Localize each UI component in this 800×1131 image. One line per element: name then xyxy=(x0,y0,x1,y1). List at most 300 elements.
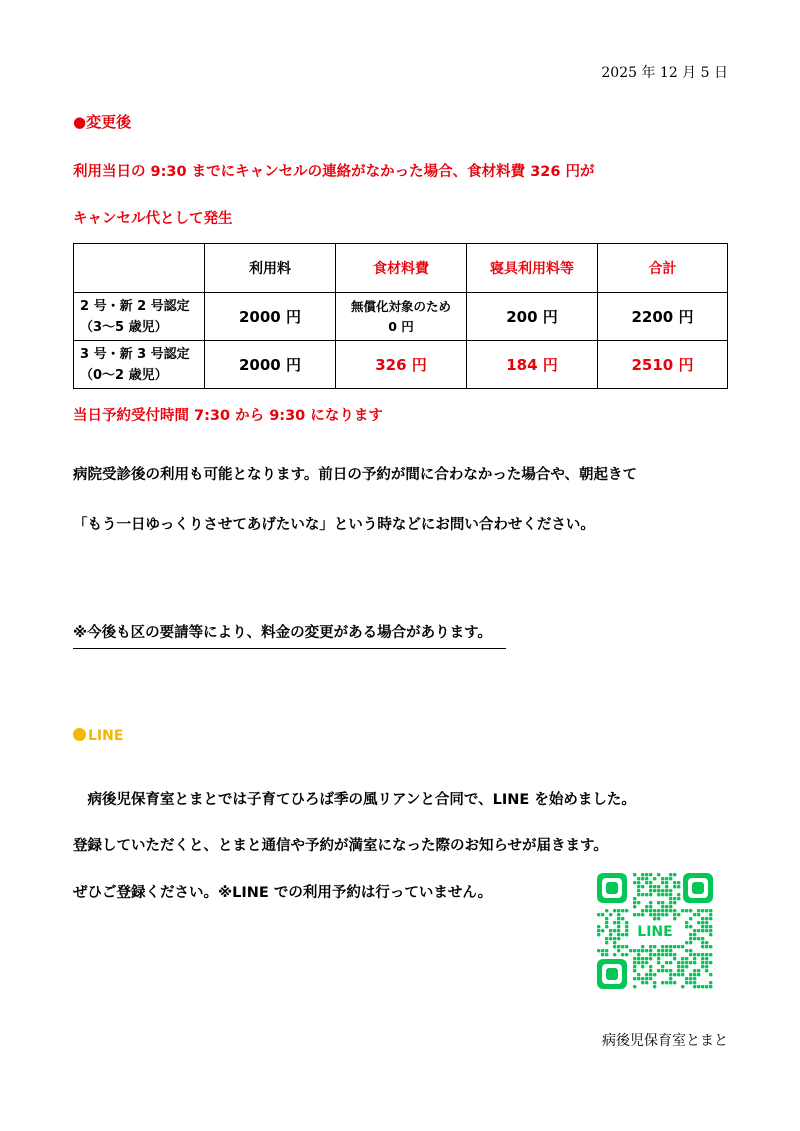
qr-module xyxy=(677,945,680,948)
qr-module xyxy=(665,885,668,888)
qr-module xyxy=(645,893,648,896)
qr-module xyxy=(649,893,652,896)
qr-module xyxy=(669,877,672,880)
qr-module xyxy=(637,881,640,884)
qr-module xyxy=(685,965,688,968)
qr-module xyxy=(689,917,692,920)
qr-module xyxy=(605,921,608,924)
qr-module xyxy=(617,913,620,916)
qr-module xyxy=(665,877,668,880)
qr-module xyxy=(653,985,656,988)
qr-module xyxy=(661,945,664,948)
qr-module xyxy=(633,873,636,876)
qr-module xyxy=(641,885,644,888)
qr-module xyxy=(633,901,636,904)
qr-module xyxy=(689,925,692,928)
qr-module xyxy=(689,953,692,956)
qr-module xyxy=(673,901,676,904)
price-change-note: ※今後も区の要請等により、料金の変更がある場合があります。 xyxy=(73,621,506,649)
qr-module xyxy=(685,981,688,984)
qr-module xyxy=(605,949,608,952)
qr-module xyxy=(597,933,600,936)
qr-module xyxy=(697,969,700,972)
header-cell-total: 合計 xyxy=(598,244,728,293)
qr-module xyxy=(645,977,648,980)
line-heading xyxy=(73,728,123,744)
qr-module xyxy=(605,909,608,912)
qr-module xyxy=(681,961,684,964)
footer-organization: 病後児保育室とまと xyxy=(602,1033,728,1049)
qr-module xyxy=(653,917,656,920)
qr-module xyxy=(673,881,676,884)
qr-module xyxy=(641,945,644,948)
qr-module xyxy=(621,953,624,956)
qr-module xyxy=(697,985,700,988)
qr-module xyxy=(633,969,636,972)
qr-module xyxy=(673,909,676,912)
qr-module xyxy=(681,965,684,968)
qr-module xyxy=(709,985,712,988)
header-cell-usage-fee: 利用料 xyxy=(205,244,336,293)
qr-module xyxy=(701,985,704,988)
reception-hours: 当日予約受付時間 7:30 から 9:30 になります xyxy=(73,408,383,424)
qr-module xyxy=(617,949,620,952)
qr-module xyxy=(693,933,696,936)
qr-module xyxy=(625,909,628,912)
qr-module xyxy=(645,957,648,960)
qr-module xyxy=(625,925,628,928)
hospital-note-line2: 「もう一日ゆっくりさせてあげたいな」という時などにお問い合わせください。 xyxy=(73,517,595,533)
qr-module xyxy=(705,921,708,924)
qr-module xyxy=(641,957,644,960)
qr-module xyxy=(685,909,688,912)
qr-module xyxy=(669,977,672,980)
change-heading xyxy=(73,111,131,132)
qr-module xyxy=(605,941,608,944)
qr-module xyxy=(673,913,676,916)
qr-module xyxy=(649,953,652,956)
qr-module xyxy=(661,901,664,904)
total-cell: 2200 円 xyxy=(598,293,728,341)
qr-module xyxy=(701,921,704,924)
qr-module xyxy=(609,929,612,932)
qr-module xyxy=(709,981,712,984)
bedding-fee-cell: 184 円 xyxy=(467,341,598,389)
qr-module xyxy=(677,969,680,972)
qr-module xyxy=(633,913,636,916)
qr-module xyxy=(653,953,656,956)
qr-module xyxy=(645,905,648,908)
qr-module xyxy=(669,981,672,984)
qr-module xyxy=(661,969,664,972)
qr-module xyxy=(621,917,624,920)
fee-table-header-row xyxy=(74,244,728,293)
qr-module xyxy=(665,909,668,912)
qr-module xyxy=(669,893,672,896)
qr-module xyxy=(657,957,660,960)
qr-module xyxy=(705,953,708,956)
total-cell: 2510 円 xyxy=(598,341,728,389)
cancellation-notice-line1: 利用当日の 9:30 までにキャンセルの連絡がなかった場合、食材料費 326 円が xyxy=(73,164,595,180)
qr-module xyxy=(665,893,668,896)
qr-module xyxy=(661,965,664,968)
qr-module xyxy=(697,929,700,932)
qr-module xyxy=(673,897,676,900)
qr-module xyxy=(637,973,640,976)
qr-module xyxy=(633,897,636,900)
qr-module xyxy=(697,953,700,956)
qr-module xyxy=(641,977,644,980)
qr-module xyxy=(617,909,620,912)
qr-module xyxy=(649,901,652,904)
line-paragraph-3: ぜひご登録ください。※LINE での利用予約は行っていません。 xyxy=(73,885,493,901)
food-fee-value: 0 円 xyxy=(388,318,414,334)
qr-module xyxy=(653,909,656,912)
qr-module xyxy=(617,945,620,948)
qr-module xyxy=(597,925,600,928)
cancellation-notice-line2: キャンセル代として発生 xyxy=(73,211,233,227)
red-bullet-icon: ● xyxy=(73,113,87,131)
qr-module xyxy=(677,885,680,888)
qr-module xyxy=(701,957,704,960)
food-fee-cell: 326 円 xyxy=(336,341,467,389)
qr-module xyxy=(649,909,652,912)
qr-module xyxy=(637,913,640,916)
qr-module xyxy=(705,945,708,948)
qr-module xyxy=(701,937,704,940)
qr-module xyxy=(605,937,608,940)
qr-module xyxy=(629,949,632,952)
qr-module xyxy=(641,909,644,912)
qr-module xyxy=(705,925,708,928)
qr-module xyxy=(705,909,708,912)
qr-module xyxy=(621,909,624,912)
qr-module xyxy=(645,877,648,880)
qr-module xyxy=(709,929,712,932)
qr-module xyxy=(625,929,628,932)
qr-module xyxy=(649,969,652,972)
qr-module xyxy=(661,877,664,880)
qr-module xyxy=(617,933,620,936)
qr-module xyxy=(657,949,660,952)
qr-module xyxy=(653,981,656,984)
qr-module xyxy=(645,873,648,876)
qr-module xyxy=(621,933,624,936)
qr-module xyxy=(661,953,664,956)
qr-module xyxy=(649,949,652,952)
qr-module xyxy=(665,981,668,984)
qr-module xyxy=(705,941,708,944)
qr-module xyxy=(673,953,676,956)
qr-module xyxy=(661,949,664,952)
qr-module xyxy=(677,961,680,964)
qr-module xyxy=(657,961,660,964)
qr-module xyxy=(649,881,652,884)
qr-module xyxy=(641,893,644,896)
qr-module xyxy=(693,969,696,972)
qr-module xyxy=(653,945,656,948)
qr-module xyxy=(661,909,664,912)
qr-module xyxy=(681,973,684,976)
qr-module xyxy=(681,985,684,988)
qr-module xyxy=(665,949,668,952)
qr-module xyxy=(685,941,688,944)
qr-module xyxy=(665,881,668,884)
qr-module xyxy=(677,973,680,976)
qr-module xyxy=(625,921,628,924)
qr-module xyxy=(637,957,640,960)
qr-module xyxy=(657,969,660,972)
qr-module xyxy=(689,937,692,940)
qr-module xyxy=(649,873,652,876)
qr-module xyxy=(697,921,700,924)
qr-module xyxy=(633,977,636,980)
qr-module xyxy=(669,969,672,972)
qr-module xyxy=(633,881,636,884)
qr-module xyxy=(705,965,708,968)
qr-module xyxy=(701,965,704,968)
qr-module xyxy=(693,985,696,988)
qr-module xyxy=(701,945,704,948)
qr-module xyxy=(637,977,640,980)
category-cell xyxy=(74,341,205,389)
header-cell-bedding-fee: 寝具利用料等 xyxy=(467,244,598,293)
qr-module xyxy=(633,961,636,964)
qr-module xyxy=(637,889,640,892)
category-age: （0～2 歳児） xyxy=(80,367,168,383)
header-cell-food-fee: 食材料費 xyxy=(336,244,467,293)
qr-module xyxy=(709,953,712,956)
qr-module xyxy=(689,933,692,936)
qr-module xyxy=(657,873,660,876)
qr-module xyxy=(633,965,636,968)
qr-module xyxy=(677,913,680,916)
qr-module xyxy=(613,909,616,912)
qr-module xyxy=(685,961,688,964)
line-paragraph-2: 登録していただくと、とまと通信や予約が満室になった際のお知らせが届きます。 xyxy=(73,838,608,854)
qr-module xyxy=(613,929,616,932)
qr-module xyxy=(669,889,672,892)
qr-module xyxy=(641,981,644,984)
qr-module xyxy=(705,985,708,988)
usage-fee-cell: 2000 円 xyxy=(205,293,336,341)
qr-module xyxy=(657,913,660,916)
qr-module xyxy=(661,881,664,884)
qr-module xyxy=(705,957,708,960)
qr-module xyxy=(649,905,652,908)
qr-module xyxy=(701,953,704,956)
qr-module xyxy=(673,981,676,984)
qr-module xyxy=(637,953,640,956)
qr-module xyxy=(693,973,696,976)
qr-module xyxy=(653,973,656,976)
line-heading-text: LINE xyxy=(88,728,124,744)
qr-module xyxy=(601,953,604,956)
header-cell-empty xyxy=(74,244,205,293)
qr-module xyxy=(689,949,692,952)
qr-module xyxy=(661,913,664,916)
qr-module xyxy=(625,933,628,936)
qr-module xyxy=(645,909,648,912)
hospital-note-line1: 病院受診後の利用も可能となります。前日の予約が間に合わなかった場合や、朝起きて xyxy=(73,467,638,483)
qr-module xyxy=(609,913,612,916)
qr-module xyxy=(697,973,700,976)
qr-module xyxy=(613,937,616,940)
qr-module xyxy=(657,889,660,892)
qr-module xyxy=(669,949,672,952)
qr-module xyxy=(641,873,644,876)
qr-module xyxy=(645,973,648,976)
qr-module xyxy=(633,985,636,988)
document-date: 2025 年 12 月 5 日 xyxy=(601,65,728,81)
qr-module xyxy=(701,961,704,964)
qr-module xyxy=(653,889,656,892)
qr-module xyxy=(689,961,692,964)
category-age: （3～5 歳児） xyxy=(80,319,168,335)
qr-module xyxy=(605,925,608,928)
qr-module xyxy=(597,913,600,916)
qr-module xyxy=(673,885,676,888)
qr-module xyxy=(697,937,700,940)
qr-module xyxy=(633,957,636,960)
qr-module xyxy=(641,965,644,968)
qr-module xyxy=(693,953,696,956)
qr-module xyxy=(649,973,652,976)
qr-module xyxy=(669,973,672,976)
qr-module xyxy=(597,949,600,952)
qr-module xyxy=(693,977,696,980)
qr-module xyxy=(673,945,676,948)
qr-module xyxy=(701,917,704,920)
qr-module xyxy=(637,885,640,888)
qr-module xyxy=(625,945,628,948)
qr-module xyxy=(697,913,700,916)
qr-module xyxy=(689,981,692,984)
qr-module xyxy=(613,921,616,924)
qr-module xyxy=(641,877,644,880)
qr-module xyxy=(649,885,652,888)
qr-module xyxy=(701,909,704,912)
qr-module xyxy=(673,917,676,920)
qr-module xyxy=(681,945,684,948)
qr-module xyxy=(649,977,652,980)
qr-logo-text: LINE xyxy=(637,924,673,940)
qr-module xyxy=(709,925,712,928)
qr-module xyxy=(597,929,600,932)
qr-module xyxy=(669,945,672,948)
usage-fee-cell: 2000 円 xyxy=(205,341,336,389)
fee-table xyxy=(73,243,728,389)
qr-module xyxy=(653,913,656,916)
qr-module xyxy=(649,957,652,960)
qr-module xyxy=(677,893,680,896)
qr-module xyxy=(705,961,708,964)
qr-module xyxy=(633,949,636,952)
qr-module xyxy=(657,893,660,896)
qr-module xyxy=(709,961,712,964)
qr-module xyxy=(709,945,712,948)
qr-module xyxy=(621,945,624,948)
qr-module xyxy=(657,953,660,956)
qr-module xyxy=(677,897,680,900)
qr-module xyxy=(617,917,620,920)
qr-module xyxy=(649,965,652,968)
qr-module xyxy=(645,881,648,884)
qr-module xyxy=(625,953,628,956)
qr-module xyxy=(693,913,696,916)
qr-module xyxy=(665,913,668,916)
line-qr-code-icon[interactable] xyxy=(597,873,713,989)
qr-module xyxy=(693,957,696,960)
qr-module xyxy=(673,957,676,960)
qr-module xyxy=(693,937,696,940)
qr-module xyxy=(613,953,616,956)
qr-module xyxy=(665,905,668,908)
qr-module xyxy=(669,897,672,900)
qr-module xyxy=(649,945,652,948)
qr-module xyxy=(661,893,664,896)
qr-module xyxy=(701,929,704,932)
qr-module xyxy=(617,937,620,940)
qr-module xyxy=(709,973,712,976)
qr-module xyxy=(669,905,672,908)
qr-module xyxy=(609,933,612,936)
qr-module xyxy=(661,905,664,908)
qr-module xyxy=(685,949,688,952)
qr-module xyxy=(657,909,660,912)
qr-module xyxy=(673,873,676,876)
qr-module xyxy=(681,909,684,912)
qr-module xyxy=(637,949,640,952)
qr-module xyxy=(693,981,696,984)
qr-module xyxy=(613,945,616,948)
qr-module xyxy=(645,981,648,984)
qr-module xyxy=(605,953,608,956)
qr-module xyxy=(705,917,708,920)
qr-module xyxy=(669,909,672,912)
food-fee-note: 無償化対象のため xyxy=(350,298,451,314)
qr-module xyxy=(601,929,604,932)
qr-module xyxy=(617,921,620,924)
category-cell xyxy=(74,293,205,341)
qr-module xyxy=(701,941,704,944)
qr-module xyxy=(689,973,692,976)
qr-module xyxy=(665,969,668,972)
qr-module xyxy=(617,929,620,932)
qr-module xyxy=(641,913,644,916)
qr-module xyxy=(649,913,652,916)
category-name: 2 号・新 2 号認定 xyxy=(80,298,190,314)
qr-module xyxy=(657,901,660,904)
table-row xyxy=(74,293,728,341)
change-heading-text: 変更後 xyxy=(86,113,132,131)
qr-module xyxy=(681,969,684,972)
qr-module xyxy=(613,941,616,944)
qr-module xyxy=(665,945,668,948)
line-paragraph-1: 病後児保育室とまとでは子育てひろば季の風リアンと合同で、LINE を始めました。 xyxy=(73,792,636,808)
qr-module xyxy=(681,957,684,960)
bedding-fee-cell: 200 円 xyxy=(467,293,598,341)
table-row xyxy=(74,341,728,389)
qr-module xyxy=(677,881,680,884)
qr-module xyxy=(701,925,704,928)
qr-module xyxy=(665,961,668,964)
qr-module xyxy=(657,885,660,888)
category-name: 3 号・新 3 号認定 xyxy=(80,346,190,362)
qr-module xyxy=(709,909,712,912)
qr-module xyxy=(641,961,644,964)
qr-module xyxy=(661,981,664,984)
